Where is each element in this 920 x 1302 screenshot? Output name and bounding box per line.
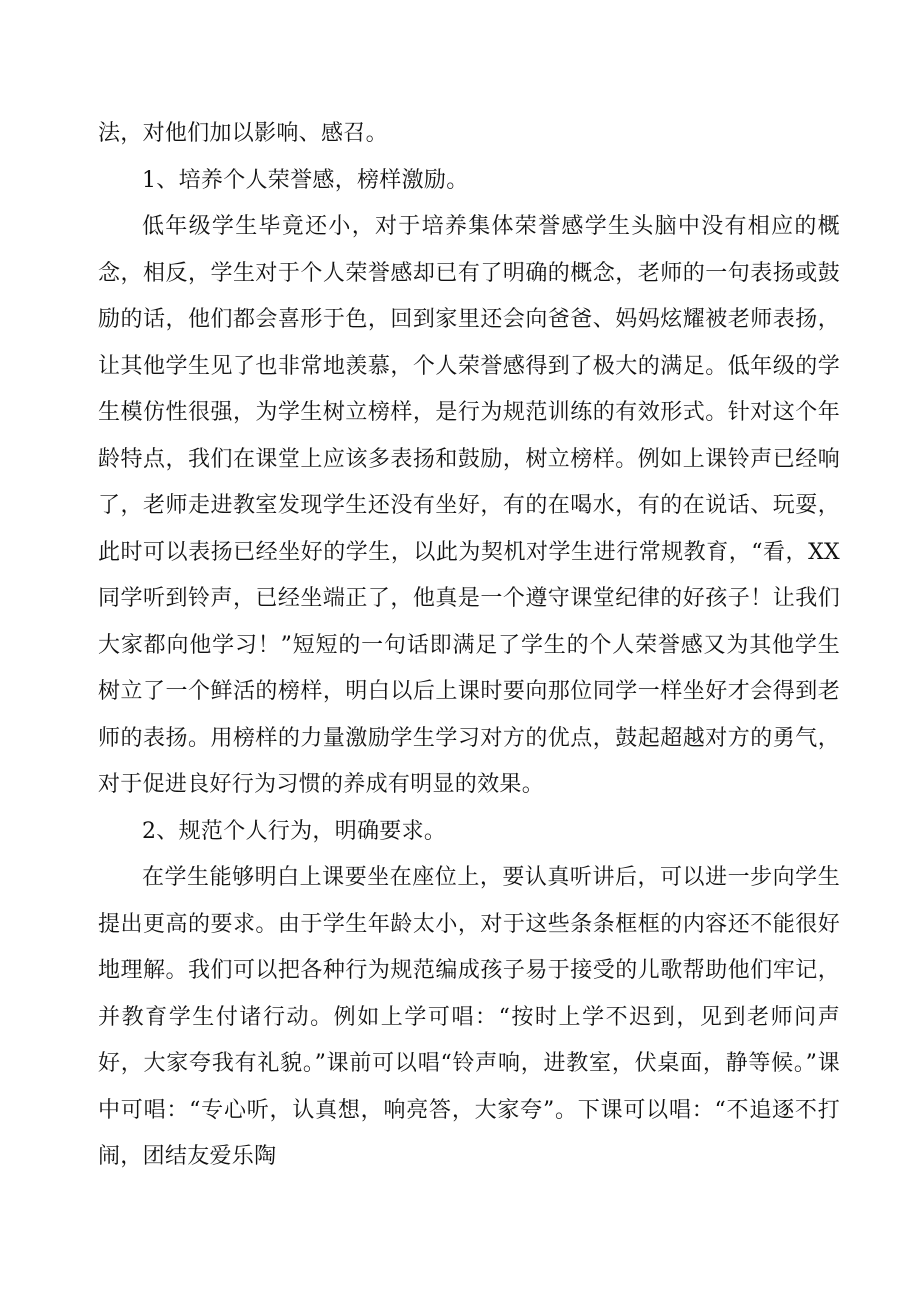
document-page <box>98 111 840 1181</box>
section-1-heading: 1、培养个人荣誉感，榜样激励。 <box>142 167 469 193</box>
section-1-paragraph: 低年级学生毕竟还小，对于培养集体荣誉感学生头脑中没有相应的概念，相反，学生对于个人荣誉感却已有了明确的概念，老师的一句表扬或鼓励的话，他们都会喜形于色，回到家里还会向爸爸、妈妈炫耀被老师表扬，让其他学生见了也非常地羡慕，个人荣誉感得到了极大的满足。低年级的学生模仿性很强，为学生树立榜样，是行为规范训练的有效形式。针对这个年龄特点，我们在课堂上应该多表扬和鼓励，树立榜样。例如上课铃声已经响了，老师走进教室发现学生还没有坐好，有的在喝水，有的在说话、玩耍，此时可以表扬已经坐好的学生，以此为契机对学生进行常规教育，“看，XX同学听到铃声，已经坐端正了，他真是一个遵守课堂纪律的好孩子！让我们大家都向他学习！”短短的一句话即满足了学生的个人荣誉感又为其他学生树立了一个鲜活的榜样，明白以后上课时要向那位同学一样坐好才会得到老师的表扬。用榜样的力量激励学生学习对方的优点，鼓起超越对方的勇气，对于促进良好行为习惯的养成有明显的效果。 <box>98 214 840 797</box>
continuation-paragraph: 法，对他们加以影响、感召。 <box>98 121 388 146</box>
section-2-heading: 2、规范个人行为，明确要求。 <box>142 818 447 844</box>
section-2-paragraph: 在学生能够明白上课要坐在座位上，要认真听讲后，可以进一步向学生提出更高的要求。由于学生年龄太小，对于这些条条框框的内容还不能很好地理解。我们可以把各种行为规范编成孩子易于接受的儿歌帮助他们牢记，并教育学生付诸行动。例如上学可唱：“按时上学不迟到，见到老师问声好，大家夸我有礼貌。”课前可以唱“铃声响，进教室，伏桌面，静等候。”课中可唱：“专心听，认真想，响亮答，大家夸”。下课可以唱：“不追逐不打闹，团结友爱乐陶 <box>98 865 840 1169</box>
